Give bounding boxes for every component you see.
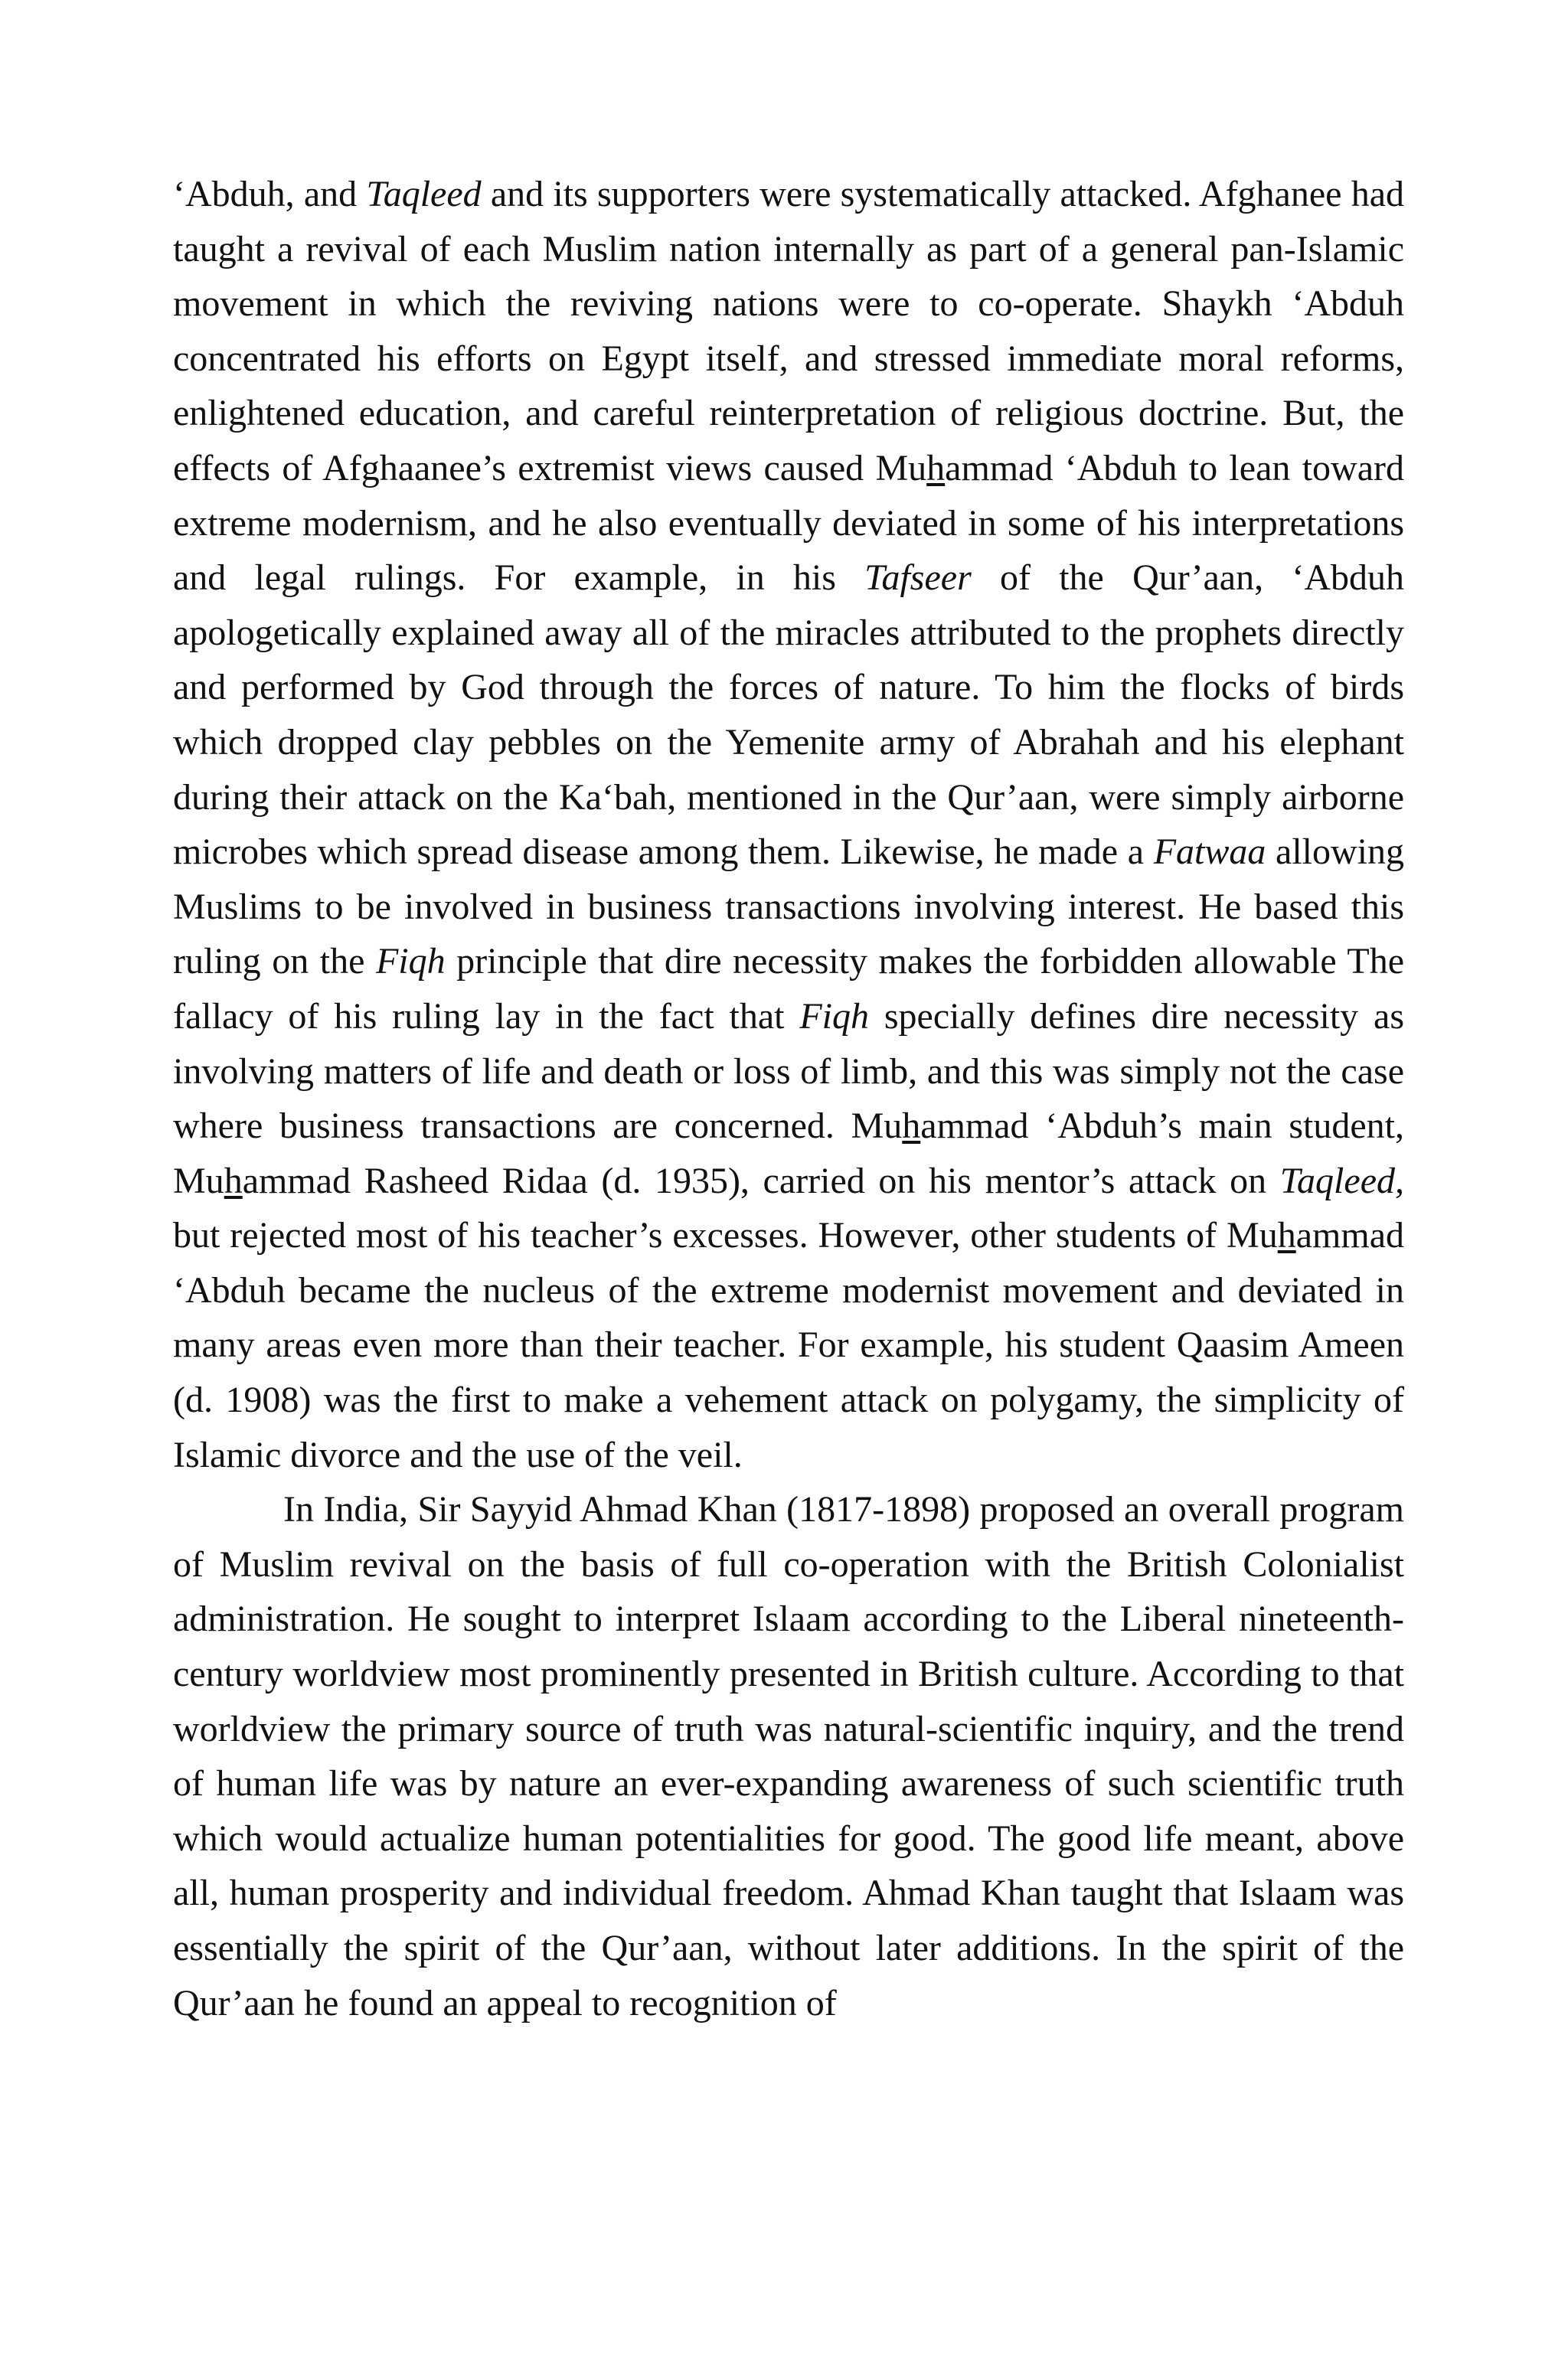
text-run: ‘Abduh, and bbox=[173, 174, 367, 214]
paragraph-abduh-taqleed bbox=[173, 167, 1404, 1482]
document-page bbox=[173, 167, 1404, 2030]
text-run: but rejected most of his teacher’s excesses. However, other students of Mu bbox=[173, 1215, 1278, 1256]
text-run: ammad Rasheed Ridaa (d. 1935), carried on his mentor’s attack on bbox=[242, 1160, 1280, 1201]
underlined-letter: h bbox=[902, 1106, 921, 1147]
text-run: of the Qur’aan, ‘Abduh apologetically explained away all of the miracles attributed to the prophets directly and performed by God through the forces of nature. To him the flocks of birds which dropped clay pebbles on the Yemenite army of Abrahah and his elephant during their attack on the Ka‘bah, mentioned in the Qur’aan, were simply airborne microbes which spread disease among them. Likewise, he made a bbox=[173, 557, 1404, 873]
text-run: specially defines dire necessity as involving matters of life and death or loss of limb, and this was simply not the case where business transactions are concerned. Mu bbox=[173, 995, 1405, 1147]
underlined-letter: h bbox=[1277, 1215, 1296, 1256]
italic-term: Taqleed bbox=[366, 174, 482, 214]
text-run: ammad ‘Abduh to lean toward extreme modernism, and he also eventually deviated in some of his interpretations and legal rulings. For example, in his bbox=[173, 447, 1405, 599]
italic-term: Fiqh bbox=[375, 941, 446, 982]
text-run: allowing Muslims to be involved in business transactions involving interest. He based this ruling on the bbox=[173, 831, 1404, 982]
text-run: principle that dire necessity makes the forbidden allowable The fallacy of his ruling lay in the fact that bbox=[173, 941, 1404, 1037]
italic-term: Taqleed, bbox=[1279, 1160, 1404, 1201]
underlined-letter: h bbox=[926, 447, 946, 488]
text-run: ammad ‘Abduh became the nucleus of the extreme modernist movement and deviated in many areas even more than their teacher. For example, his student Qaasim Ameen (d. 1908) was the first to make a vehement attack on polygamy, the simplicity of Islamic divorce and the use of the veil. bbox=[173, 1215, 1404, 1475]
text-run: ammad ‘Abduh’s main student, Mu bbox=[173, 1106, 1404, 1201]
italic-term: Fatwaa bbox=[1153, 831, 1266, 873]
italic-term: Fiqh bbox=[799, 995, 870, 1037]
text-run: and its supporters were systematically attacked. Afghanee had taught a revival of each Muslim nation internally as part of a general pan-Islamic movement in which the reviving nations were to co-operate. Shaykh ‘Abduh concentrated his efforts on Egypt itself, and stressed immediate moral reforms, enlightened education, and careful reinterpretation of religious doctrine. But, the effects of Afghaanee’s extremist views caused Mu bbox=[173, 174, 1405, 488]
text-run: In India, Sir Sayyid Ahmad Khan (1817-1898) proposed an overall program of Muslim revival on the basis of full co-operation with the British Colonialist administration. He sought to interpret Islaam according to the Liberal nineteenth-century worldview most prominently presented in British culture. According to that worldview the primary source of truth was natural-scientific inquiry, and the trend of human life was by nature an ever-expanding awareness of such scientific truth which would actualize human potentialities for good. The good life meant, above all, human prosperity and individual freedom. Ahmad Khan taught that Islaam was essentially the spirit of the Qur’aan, without later additions. In the spirit of the Qur’aan he found an appeal to recognition of bbox=[173, 1489, 1404, 2023]
underlined-letter: h bbox=[224, 1160, 243, 1201]
italic-term: Tafseer bbox=[864, 557, 972, 599]
paragraph-ahmad-khan-india bbox=[173, 1482, 1404, 2030]
